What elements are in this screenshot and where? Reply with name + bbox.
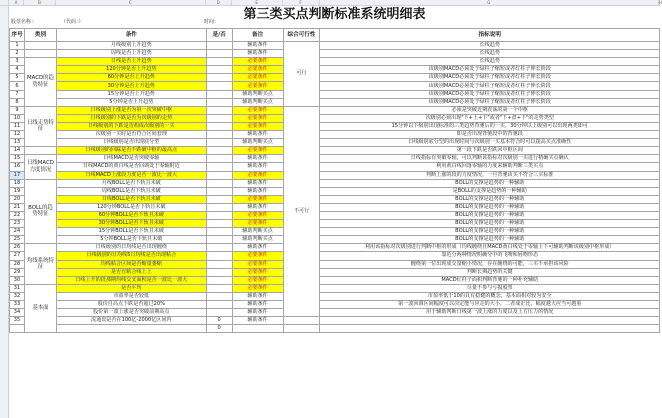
note-cell[interactable]: 必要条件: [232, 147, 283, 155]
column-letter[interactable]: E: [232, 0, 283, 5]
note-cell[interactable]: 必要条件: [232, 284, 283, 292]
condition-cell[interactable]: 月线BOLL是否下轨且未破: [56, 179, 206, 187]
condition-cell[interactable]: 均线粘合区间是否缩量萎缩: [56, 260, 206, 268]
table-row: [10, 292, 660, 300]
note-cell[interactable]: 辅助条件: [232, 292, 283, 300]
explanation-cell[interactable]: 判断上涨的段的力度情况，一旦背驰该买不符合三买标准: [320, 171, 660, 179]
row-number-cell[interactable]: 27: [10, 252, 25, 260]
condition-cell[interactable]: 是否有粘合线上上: [56, 268, 206, 276]
note-cell[interactable]: 辅助判断买点: [232, 90, 283, 98]
yes-no-cell[interactable]: [206, 292, 232, 300]
explanation-cell[interactable]: 长线趋势: [320, 42, 660, 50]
explanation-cell[interactable]: 15分钟以下级别出现标准的三类趋势背驰后的一买，30分钟以上级别可以出现两类即可: [320, 122, 660, 130]
explanation-cell[interactable]: 第一段下跌是否跌回中枢区间: [320, 147, 660, 155]
table-row: [10, 211, 660, 219]
row-number-cell[interactable]: 20: [10, 195, 25, 203]
yes-no-cell[interactable]: [206, 42, 232, 50]
condition-cell[interactable]: 15分钟是否上升趋势: [56, 90, 206, 98]
note-cell[interactable]: 必要条件: [232, 122, 283, 130]
table-row: [10, 139, 660, 147]
column-header[interactable]: 指标说明: [320, 29, 660, 42]
explanation-cell[interactable]: 日线级别底分型的出现时间与次级别一买基本符合时可以提高买点准确性: [320, 139, 660, 147]
table-row: [10, 276, 660, 284]
table-row: [10, 268, 660, 276]
table-row: [10, 50, 660, 58]
row-number-cell[interactable]: 35: [10, 317, 25, 325]
note-cell[interactable]: 辅助条件: [232, 187, 283, 195]
explanation-cell[interactable]: 用于辅助判断日线第一波上涨的力度以及上方压力的情况: [320, 309, 660, 317]
table-row: [10, 317, 660, 325]
condition-cell[interactable]: 120分钟BOLL是否下轨且未破: [56, 203, 206, 211]
table-row: [10, 82, 660, 90]
note-cell[interactable]: 辅助条件: [232, 203, 283, 211]
note-cell[interactable]: 必要条件: [232, 82, 283, 90]
explanation-cell[interactable]: MACD红柱子面积判断背驰的一种补充辅助: [320, 276, 660, 284]
row-number-cell[interactable]: 33: [10, 301, 25, 309]
yes-no-cell[interactable]: [206, 260, 232, 268]
condition-cell[interactable]: 日线MACD上涨段力度是否一波比一波大: [56, 171, 206, 179]
note-cell[interactable]: 辅助条件: [232, 179, 283, 187]
row-number-cell[interactable]: 1: [10, 42, 25, 50]
row-number-cell[interactable]: 19: [10, 187, 25, 195]
explanation-cell[interactable]: 缠绕第一位出现成交量缩小情况，存在缠绕的可能，三买不承担该风险: [320, 260, 660, 268]
explanation-cell[interactable]: 该级别MACD必须处于绿柱子缩短或者红柱子伸长阶段: [320, 98, 660, 106]
row-number-cell[interactable]: 6: [10, 82, 25, 90]
table-row: [10, 106, 660, 114]
condition-cell[interactable]: 5分钟是否上升趋势: [56, 98, 206, 106]
note-cell[interactable]: 必要条件: [232, 66, 283, 74]
table-row: [10, 98, 660, 106]
yes-no-cell[interactable]: [206, 58, 232, 66]
table-row: [10, 42, 660, 50]
note-cell[interactable]: 辅助条件: [232, 131, 283, 139]
column-letter[interactable]: D: [206, 0, 232, 5]
column-letter[interactable]: B: [24, 0, 56, 5]
note-cell[interactable]: 辅助条件: [232, 317, 283, 325]
note-cell[interactable]: 必要条件: [232, 74, 283, 82]
feasibility-cell[interactable]: [283, 325, 320, 333]
note-cell[interactable]: 必要条件: [232, 58, 283, 66]
table-row: [10, 58, 660, 66]
row-number-cell[interactable]: 3: [10, 58, 25, 66]
table-row: [10, 260, 660, 268]
yes-no-cell[interactable]: [206, 122, 232, 130]
stock-code-label: （代码：）: [61, 19, 84, 25]
explanation-cell[interactable]: 判断长期趋势的关键: [320, 268, 660, 276]
row-number-cell[interactable]: 17: [10, 171, 25, 179]
condition-cell[interactable]: 5分钟BOLL是否下轨且未破: [56, 236, 206, 244]
yes-no-cell[interactable]: 0: [206, 325, 232, 333]
condition-cell[interactable]: 次级别一买时是否符合区间套理: [56, 131, 206, 139]
yes-no-cell[interactable]: [206, 211, 232, 219]
row-number-cell[interactable]: 16: [10, 163, 25, 171]
table-row: [10, 114, 660, 122]
explanation-cell[interactable]: 次级别必须出现"下+上+下"或者"下+盘+下"的走势类型: [320, 114, 660, 122]
row-number-cell[interactable]: 26: [10, 244, 25, 252]
yes-no-cell[interactable]: [206, 114, 232, 122]
explanation-cell[interactable]: 市盈率低于10的具有稳健的概念，基本面相对较为安全: [320, 292, 660, 300]
column-letter[interactable]: G: [320, 0, 659, 5]
row-number-cell[interactable]: 8: [10, 98, 25, 106]
yes-no-cell[interactable]: [206, 276, 232, 284]
table-row: [10, 155, 660, 163]
row-number-cell[interactable]: 11: [10, 122, 25, 130]
yes-no-cell[interactable]: [206, 147, 232, 155]
yes-no-cell[interactable]: [206, 195, 232, 203]
spreadsheet-grid: [9, 6, 660, 418]
explanation-cell[interactable]: BOLL的支撑是趋势的一种辅助: [320, 220, 660, 228]
header-row: [10, 29, 660, 42]
row-number-cell[interactable]: [10, 325, 25, 333]
note-cell[interactable]: 辅助判断买点: [232, 228, 283, 236]
row-number-cell[interactable]: 31: [10, 284, 25, 292]
row-number-cell[interactable]: 30: [10, 276, 25, 284]
explanation-cell[interactable]: [320, 317, 660, 325]
category-cell[interactable]: 基本面: [24, 284, 56, 333]
yes-no-cell[interactable]: 0: [206, 317, 232, 325]
category-cell[interactable]: 日线MACD力度情况: [24, 155, 56, 179]
table-row: [10, 203, 660, 211]
table-row: [10, 252, 660, 260]
note-cell[interactable]: 必要条件: [232, 276, 283, 284]
condition-cell[interactable]: 周线是否上升趋势: [56, 50, 206, 58]
explanation-cell[interactable]: 日线指标有突破零轴，可以判断该指标对次级别一买进行精确买点确认: [320, 155, 660, 163]
column-header[interactable]: 备注: [232, 29, 283, 42]
row-number-cell[interactable]: 24: [10, 228, 25, 236]
yes-no-cell[interactable]: [206, 131, 232, 139]
column-header[interactable]: 综合可行性: [283, 29, 320, 42]
explanation-cell[interactable]: BOLL的支撑是趋势的一种辅助: [320, 203, 660, 211]
explanation-cell[interactable]: BOLL的支撑是趋势的一种辅助: [320, 236, 660, 244]
condition-cell[interactable]: 日线MACD的黄白线是否回调处于零轴附近: [56, 163, 206, 171]
table-row: [10, 284, 660, 292]
note-cell[interactable]: 必要条件: [232, 268, 283, 276]
table-row: [10, 325, 660, 333]
condition-cell[interactable]: 日线MACD是否突破零轴: [56, 155, 206, 163]
note-cell[interactable]: 必要条件: [232, 106, 283, 114]
category-cell[interactable]: 日线走势特征: [24, 106, 56, 146]
row-number-cell[interactable]: 32: [10, 292, 25, 300]
category-cell[interactable]: [24, 42, 56, 50]
explanation-cell[interactable]: 即是否出现背驰段中的背驰段: [320, 131, 660, 139]
condition-cell[interactable]: 60分钟是否上升趋势: [56, 74, 206, 82]
note-cell[interactable]: 辅助条件: [232, 301, 283, 309]
row-number-cell[interactable]: 9: [10, 106, 25, 114]
note-cell[interactable]: 必要条件: [232, 252, 283, 260]
row-number-cell[interactable]: 34: [10, 309, 25, 317]
explanation-cell[interactable]: 第一波回调区间幅度可以决定能与应走的大小，二者成正比，幅度越大应当可越重: [320, 301, 660, 309]
note-cell[interactable]: 必要条件: [232, 171, 283, 179]
row-number-cell[interactable]: 7: [10, 90, 25, 98]
row-number-cell[interactable]: 18: [10, 179, 25, 187]
yes-no-cell[interactable]: [206, 155, 232, 163]
note-cell[interactable]: 必要条件: [232, 220, 283, 228]
note-cell[interactable]: 辅助条件: [232, 163, 283, 171]
table-row: [10, 301, 660, 309]
condition-cell[interactable]: 30分钟BOLL是否下轨且未破: [56, 220, 206, 228]
row-number-cell[interactable]: 14: [10, 147, 25, 155]
yes-no-cell[interactable]: [206, 309, 232, 317]
condition-cell[interactable]: 日线BOLL是否下轨且未破: [56, 195, 206, 203]
table-row: [10, 66, 660, 74]
note-cell[interactable]: 辅助条件: [232, 309, 283, 317]
yes-no-cell[interactable]: [206, 66, 232, 74]
category-cell[interactable]: [24, 50, 56, 58]
condition-cell[interactable]: 日线上升的段那期均线交叉面积是否一波比一波大: [56, 276, 206, 284]
column-header[interactable]: 类别: [24, 29, 56, 42]
note-cell[interactable]: 辅助判断买点: [232, 98, 283, 106]
yes-no-cell[interactable]: [206, 244, 232, 252]
yes-no-cell[interactable]: [206, 268, 232, 276]
condition-cell[interactable]: 日线是否上升趋势: [56, 58, 206, 66]
yes-no-cell[interactable]: [206, 74, 232, 82]
explanation-cell[interactable]: [320, 325, 660, 333]
note-cell[interactable]: 辅助条件: [232, 50, 283, 58]
row-number-cell[interactable]: 23: [10, 220, 25, 228]
yes-no-cell[interactable]: [206, 98, 232, 106]
yes-no-cell[interactable]: [206, 139, 232, 147]
explanation-cell[interactable]: 该级别MACD必须处于绿柱子缩短或者红柱子伸长阶段: [320, 74, 660, 82]
yes-no-cell[interactable]: [206, 187, 232, 195]
condition-cell[interactable]: 30分钟是否上升趋势: [56, 82, 206, 90]
condition-cell[interactable]: 120分钟是否上升趋势: [56, 66, 206, 74]
explanation-cell[interactable]: 利用黄白线回落零轴的力度来辅助判断三类买点: [320, 163, 660, 171]
explanation-cell[interactable]: BOLL的支撑是趋势的一种辅助: [320, 179, 660, 187]
condition-cell[interactable]: 日线级别的回踩是否不跌破中枢的最高点: [56, 147, 206, 155]
table-row: [10, 187, 660, 195]
row-number-cell[interactable]: 15: [10, 155, 25, 163]
condition-cell[interactable]: 日线级别的下跌是否构成次级别的一买: [56, 122, 206, 130]
explanation-cell[interactable]: BOLL的支撑是趋势的一种辅助: [320, 228, 660, 236]
row-number-cell[interactable]: 12: [10, 131, 25, 139]
condition-cell[interactable]: 日线级别的下跌是否为次级别的走势: [56, 114, 206, 122]
category-cell[interactable]: MACD的趋势特征: [24, 58, 56, 107]
note-cell[interactable]: 必要条件: [232, 195, 283, 203]
condition-cell[interactable]: 是否平均: [56, 284, 206, 292]
column-letter[interactable]: A: [9, 0, 24, 5]
yes-no-cell[interactable]: [206, 90, 232, 98]
table-row: [10, 236, 660, 244]
table-row: [10, 147, 660, 155]
row-number-cell[interactable]: 29: [10, 268, 25, 276]
row-number-cell[interactable]: 22: [10, 211, 25, 219]
explanation-cell[interactable]: 该级别MACD必须处于绿柱子缩短或者红柱子伸长阶段: [320, 82, 660, 90]
condition-cell[interactable]: 15分钟BOLL是否下轨且未破: [56, 228, 206, 236]
explanation-cell[interactable]: 是BOLL的支撑是趋势的一种辅助: [320, 187, 660, 195]
explanation-cell[interactable]: 必须是突破近期震荡的第一个中枢: [320, 106, 660, 114]
note-cell[interactable]: 辅助判断买点: [232, 236, 283, 244]
row-number-cell[interactable]: 13: [10, 139, 25, 147]
row-number-cell[interactable]: 21: [10, 203, 25, 211]
explanation-cell[interactable]: 该级别MACD必须处于绿柱子缩短或者红柱子伸长阶段: [320, 90, 660, 98]
yes-no-cell[interactable]: [206, 228, 232, 236]
category-cell[interactable]: [24, 147, 56, 155]
table-row: [10, 244, 660, 252]
stock-name-label: 股票名称：: [11, 19, 37, 25]
explanation-cell[interactable]: 利用该指标对次级别进行判断中枢的形成（均线缠绕且MACD黄白线处于零轴上下可辅助判断该级别中枢形成）: [320, 244, 660, 252]
table-row: [10, 122, 660, 130]
criteria-table: [9, 28, 660, 333]
column-header[interactable]: 序号: [10, 29, 25, 42]
feasibility-cell[interactable]: 不可行: [283, 106, 320, 316]
note-cell[interactable]: 辅助条件: [232, 244, 283, 252]
table-row: [10, 131, 660, 139]
yes-no-cell[interactable]: [206, 82, 232, 90]
row-number-gutter: [0, 6, 9, 418]
condition-cell[interactable]: [56, 325, 206, 333]
row-number-cell[interactable]: 25: [10, 236, 25, 244]
table-row: [10, 179, 660, 187]
note-cell[interactable]: [232, 325, 283, 333]
yes-no-cell[interactable]: [206, 252, 232, 260]
explanation-cell[interactable]: 长线趋势: [320, 58, 660, 66]
sheet-title: 第三类买点判断标准系统明细表: [243, 7, 426, 22]
yes-no-cell[interactable]: [206, 50, 232, 58]
condition-cell[interactable]: 日线级别的日均线是否出现缠绕: [56, 244, 206, 252]
time-label: 时间：: [204, 19, 220, 25]
table-row: [10, 228, 660, 236]
condition-cell[interactable]: 日线级别上涨是否为第一次突破中枢: [56, 106, 206, 114]
yes-no-cell[interactable]: [206, 171, 232, 179]
column-header[interactable]: 是/否: [206, 29, 232, 42]
yes-no-cell[interactable]: [206, 106, 232, 114]
column-letter[interactable]: C: [56, 0, 206, 5]
condition-cell[interactable]: 股价自高点下跌是否超过20%: [56, 301, 206, 309]
row-number-cell[interactable]: 2: [10, 50, 25, 58]
yes-no-cell[interactable]: [206, 203, 232, 211]
explanation-cell[interactable]: 靠近分两种情况明确分中的飞吻和唇吻形态: [320, 252, 660, 260]
yes-no-cell[interactable]: [206, 301, 232, 309]
table-row: [10, 309, 660, 317]
column-header[interactable]: 条件: [56, 29, 206, 42]
yes-no-cell[interactable]: [206, 236, 232, 244]
table-row: [10, 195, 660, 203]
note-cell[interactable]: 必要条件: [232, 114, 283, 122]
table-row: [10, 220, 660, 228]
explanation-cell[interactable]: BOLL的支撑是趋势的一种辅助: [320, 211, 660, 219]
condition-cell[interactable]: 日线级别是否出现底分型: [56, 139, 206, 147]
explanation-cell[interactable]: 长线趋势: [320, 50, 660, 58]
feasibility-cell[interactable]: 可行: [283, 42, 320, 107]
condition-cell[interactable]: 流通盘是否在100亿-2000亿区间内: [56, 317, 206, 325]
category-cell[interactable]: 均线系统特征: [24, 244, 56, 284]
note-cell[interactable]: 辅助条件: [232, 155, 283, 163]
note-cell[interactable]: 必要条件: [232, 260, 283, 268]
yes-no-cell[interactable]: [206, 220, 232, 228]
explanation-cell[interactable]: BOLL的支撑是趋势的一种辅助: [320, 195, 660, 203]
row-number-cell[interactable]: 10: [10, 114, 25, 122]
column-letter[interactable]: H: [659, 0, 662, 5]
category-cell[interactable]: BOLL的趋势特征: [24, 179, 56, 244]
table-row: [10, 90, 660, 98]
condition-cell[interactable]: 60分钟BOLL是否下轨且未破: [56, 211, 206, 219]
row-number-cell[interactable]: 5: [10, 74, 25, 82]
table-body: [10, 42, 660, 333]
table-row: [10, 163, 660, 171]
condition-cell[interactable]: 股价第一波上涨是否突破前期高点: [56, 309, 206, 317]
note-cell[interactable]: 辅助条件: [232, 42, 283, 50]
yes-no-cell[interactable]: [206, 179, 232, 187]
column-letter[interactable]: F: [283, 0, 320, 5]
table-row: [10, 74, 660, 82]
feasibility-cell[interactable]: [283, 317, 320, 325]
row-number-cell[interactable]: 28: [10, 260, 25, 268]
condition-cell[interactable]: 日线级别的日均线5日均线是否出现粘合: [56, 252, 206, 260]
yes-no-cell[interactable]: [206, 284, 232, 292]
explanation-cell[interactable]: 该级别MACD必须处于绿柱子缩短或者红柱子伸长阶段: [320, 66, 660, 74]
condition-cell[interactable]: 市盈率是否较低: [56, 292, 206, 300]
explanation-cell[interactable]: 尽量不参与亏损股票: [320, 284, 660, 292]
yes-no-cell[interactable]: [206, 163, 232, 171]
note-cell[interactable]: 辅助判断买点: [232, 139, 283, 147]
table-row: [10, 171, 660, 179]
row-number-cell[interactable]: 4: [10, 66, 25, 74]
condition-cell[interactable]: 月线级别上升趋势: [56, 42, 206, 50]
note-cell[interactable]: 必要条件: [232, 211, 283, 219]
condition-cell[interactable]: 周线BOLL是否下轨且未破: [56, 187, 206, 195]
